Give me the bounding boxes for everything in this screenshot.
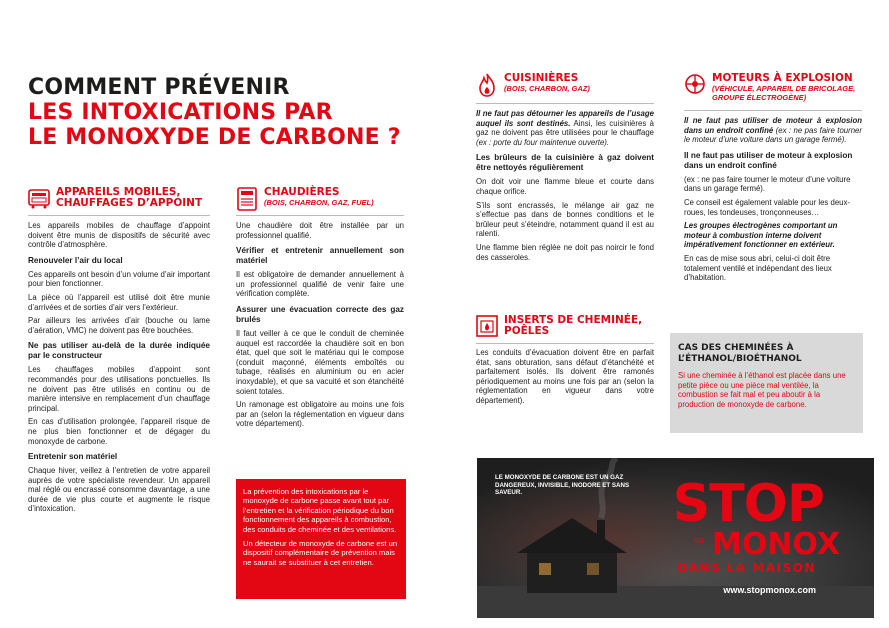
- section-appareils-body: [28, 221, 210, 514]
- subheading: Renouveler l’air du local: [28, 255, 123, 265]
- paragraph: La pièce où l’appareil est utilisé doit être munie d’arrivées et de sorties d’air vers l’extérieur.: [28, 292, 210, 312]
- section-moteurs-subtitle: (VÉHICULE, APPAREIL DE BRICOLAGE, GROUPE ÉLECTROGÈNE): [712, 84, 856, 102]
- subheading: Ne pas utiliser au-delà de la durée indiquée par le constructeur: [28, 341, 210, 361]
- ethanol-box-title: [678, 343, 855, 365]
- banner-stop: STOP: [672, 474, 824, 534]
- section-inserts-title-2: POÊLES: [504, 325, 550, 337]
- divider: [28, 215, 210, 216]
- section-moteurs: [684, 73, 862, 287]
- subheading: Les brûleurs de la cuisinière à gaz doivent être nettoyés régulièrement: [476, 153, 654, 173]
- example: (ex : porte du four maintenue ouverte).: [476, 137, 610, 147]
- paragraph: Ces appareils ont besoin d’un volume d’air important pour bien fonctionner.: [28, 269, 210, 289]
- title-line-1: COMMENT PRÉVENIR: [28, 75, 290, 100]
- section-inserts: [476, 315, 654, 410]
- emphasis: Il ne faut pas utiliser de moteur à explosion dans un endroit confiné: [684, 116, 862, 135]
- ethanol-box-title-1: CAS DES CHEMINÉES À: [678, 343, 794, 353]
- paragraph: Par ailleurs les arrivées d’air (bouche ou lame d’aération, VMC) ne doivent pas être bouchées.: [28, 316, 210, 335]
- engine-icon: [684, 73, 706, 95]
- section-cuisinieres-subtitle: (BOIS, CHARBON, GAZ): [504, 84, 590, 93]
- stop-monox-banner: [477, 458, 874, 618]
- section-appareils: [28, 187, 210, 518]
- paragraph: Un ramonage est obligatoire au moins une fois par an (selon la réglementation en vigueur dans votre département).: [236, 400, 404, 429]
- banner-dans-la-maison: DANS LA MAISON: [677, 561, 816, 575]
- divider: [476, 103, 654, 104]
- ethanol-fireplace-box: [670, 333, 863, 433]
- paragraph: Les groupes électrogènes comportant un moteur à combustion interne doivent impérativement fonctionner en extérieur.: [684, 221, 838, 250]
- paragraph: Il est obligatoire de demander annuellement à un professionnel qualifié de venir faire une vérification complète.: [236, 270, 404, 299]
- section-chaudieres-title: CHAUDIÈRES: [264, 186, 340, 198]
- paragraph: S’ils sont encrassés, le mélange air gaz ne s’effectue pas dans de bonnes conditions et le brûleur peut s’éteindre, notamment quand il est au ralenti.: [476, 200, 654, 239]
- paragraph: En cas d’utilisation prolongée, l’appareil risque de ne plus bien fonctionner et de dégager du monoxyde de carbone.: [28, 417, 210, 446]
- callout-paragraph: La prévention des intoxications par le monoxyde de carbone passe avant tout par l’entretien et la vérification périodique du bon fonctionnement des appareils à combustion, des conduits de cheminée et des ventilations.: [243, 487, 397, 534]
- section-chaudieres: [236, 187, 404, 433]
- divider: [476, 343, 654, 344]
- ethanol-box-title-2: L’ÉTHANOL/BIOÉTHANOL: [678, 354, 802, 364]
- ethanol-box-body: Si une cheminée à l’éthanol est placée dans une petite pièce ou une pièce mal ventilée, la combustion se fait mal et peu aboutir à la production de monoxyde de carbone.: [678, 371, 846, 409]
- paragraph: En cas de mise sous abri, celui-ci doit être totalement ventilé et indépendant des lieux d’habitation.: [684, 253, 832, 283]
- divider: [236, 215, 404, 216]
- divider: [684, 110, 862, 111]
- section-moteurs-header: [684, 73, 862, 102]
- banner-tagline: LE MONOXYDE DE CARBONE EST UN GAZ DANGEREUX, INVISIBLE, INODORE ET SANS SAVEUR.: [495, 474, 630, 497]
- banner-url[interactable]: www.stopmonox.com: [723, 585, 816, 595]
- subheading: Entretenir son matériel: [28, 452, 118, 462]
- subheading: Assurer une évacuation correcte des gaz brulés: [236, 304, 404, 324]
- text: Ainsi, les cuisinières à gaz ne doivent pas être utilisées pour le chauffage: [476, 118, 655, 138]
- section-inserts-header: [476, 315, 654, 337]
- section-cuisinieres-title: CUISINIÈRES: [504, 72, 579, 84]
- callout-paragraph: Un détecteur de monoxyde de carbone est un dispositif complémentaire de prévention mais ne saurait se substituer à cet entretien.: [243, 539, 398, 567]
- section-appareils-title-1: APPAREILS MOBILES,: [56, 186, 181, 198]
- banner-monox: MONOX: [711, 527, 840, 562]
- fireplace-icon: [476, 315, 498, 337]
- paragraph: Une chaudière doit être installée par un professionnel qualifié.: [236, 221, 404, 240]
- paragraph: Il faut veiller à ce que le conduit de cheminée auquel est raccordée la chaudière soit en bon état, quel que soit le matériau qui le compose (conduit maçonné, éléments emboîtés ou tubage, réalisés en aluminium ou en acier inoxydable), et que sa vacuité et son étanchéité soient totales.: [236, 328, 404, 396]
- subheading: Il ne faut pas utiliser de moteur à explosion dans un endroit confiné: [684, 150, 853, 170]
- section-cuisinieres: [476, 73, 654, 266]
- title-line-3: LE MONOXYDE DE CARBONE ?: [28, 125, 401, 150]
- paragraph: Une flamme bien réglée ne doit pas noircir le fond des casseroles.: [476, 242, 654, 262]
- section-cuisinieres-header: [476, 73, 654, 95]
- prevention-callout: [236, 479, 406, 599]
- paragraph: Les appareils mobiles de chauffage d’appoint doivent être munis de dispositifs de sécurité avec contrôle d’atmosphère.: [28, 221, 210, 250]
- paragraph: Les chauffages mobiles d’appoint sont recommandés pour des utilisations ponctuelles. Ils ne doivent pas être utilisés en continu ou de manière intensive en remplacement d’un chauffage principal.: [28, 365, 210, 413]
- section-cuisinieres-body: [476, 109, 654, 262]
- emphasis: Il ne faut pas détourner les appareils de l’usage auquel ils sont destinés.: [476, 109, 654, 128]
- heater-icon: [28, 187, 50, 209]
- paragraph: On doit voir une flamme bleue et courte dans chaque orifice.: [476, 177, 654, 196]
- section-appareils-title-2: CHAUFFAGES D’APPOINT: [56, 197, 203, 209]
- paragraph: Les conduits d’évacuation doivent être en parfait état, sans obturation, sans défaut d’étanchéité et parfaitement isolés. Ils doivent être ramonés périodiquement au moins une fois par an (selon la réglementation en vigueur dans votre département).: [476, 348, 654, 405]
- title-line-2: LES INTOXICATIONS PAR: [28, 100, 333, 125]
- section-chaudieres-header: [236, 187, 404, 209]
- paragraph: (ex : ne pas faire tourner le moteur d’une voiture dans un garage fermé).: [684, 174, 851, 194]
- section-appareils-header: [28, 187, 210, 209]
- paragraph: [476, 109, 654, 147]
- subheading: Vérifier et entretenir annuellement son matériel: [236, 246, 404, 266]
- paragraph: Ce conseil est également valable pour les deux-roues, les tondeuses, tronçonneuses…: [684, 197, 850, 217]
- section-inserts-title-1: INSERTS DE CHEMINÉE,: [504, 314, 643, 326]
- section-chaudieres-subtitle: (BOIS, CHARBON, GAZ, FUEL): [264, 198, 374, 207]
- section-chaudieres-body: [236, 221, 404, 429]
- section-moteurs-title: MOTEURS À EXPLOSION: [712, 72, 853, 84]
- page-title: [28, 75, 401, 150]
- banner-au: AU: [693, 538, 704, 545]
- example: (ex : ne pas faire tourner le moteur d’une voiture dans un garage fermé).: [684, 125, 862, 145]
- flame-icon: [476, 73, 498, 95]
- paragraph: Chaque hiver, veillez à l’entretien de votre appareil auprès de votre spécialiste revendeur. Un appareil mal réglé ou encrassé consomme davantage, a une durée de vie plus courte et augmente le risque d’intoxication.: [28, 466, 210, 514]
- section-moteurs-body: [684, 116, 862, 283]
- paragraph: [684, 116, 862, 145]
- section-inserts-body: [476, 348, 654, 406]
- boiler-icon: [236, 187, 258, 209]
